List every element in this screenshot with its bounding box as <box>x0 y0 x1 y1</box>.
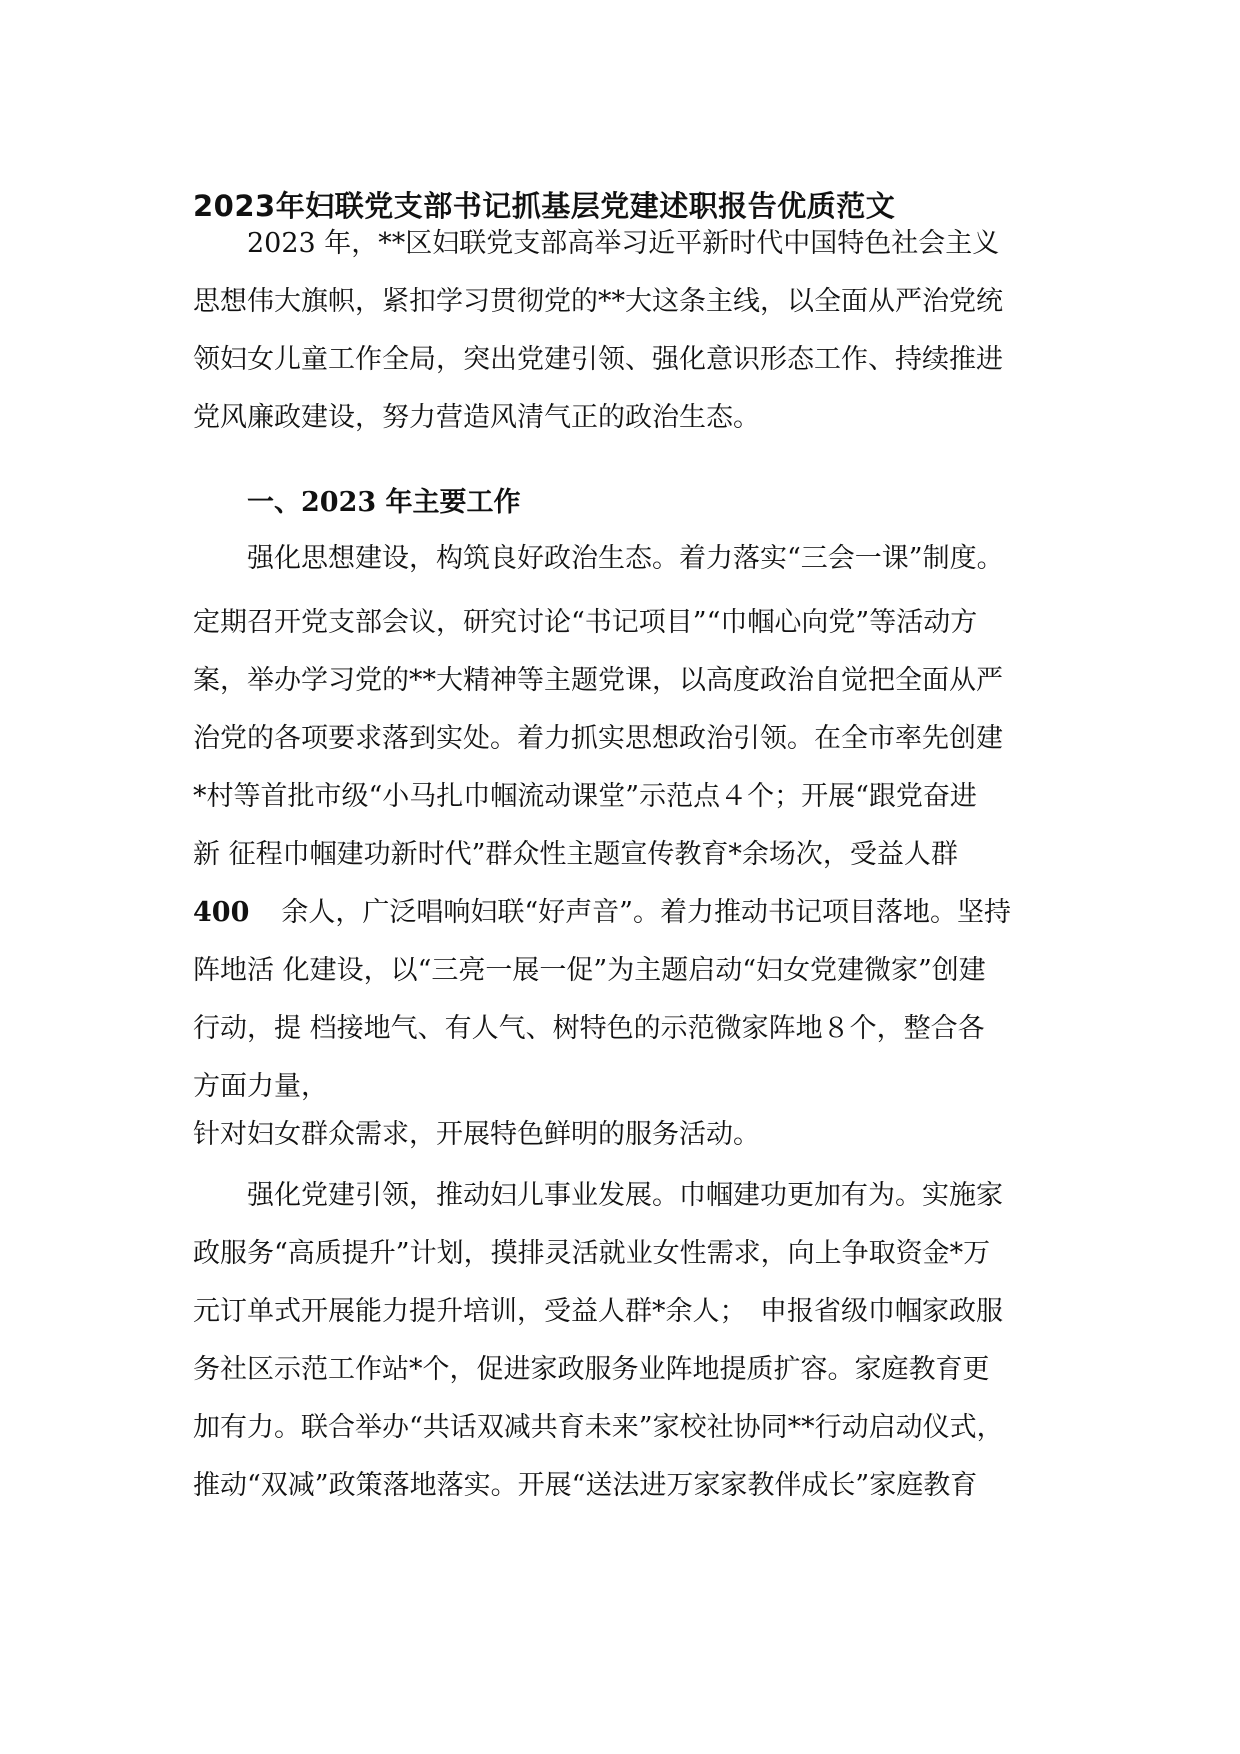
section1-line: 新 征程巾帼建功新时代”群众性主题宣传教育*余场次，受益人群 <box>193 839 958 870</box>
section2-line: 政服务“高质提升”计划，摸排灵活就业女性需求，向上争取资金*万 <box>193 1238 991 1269</box>
document-title: 2023年妇联党支部书记抓基层党建述职报告优质范文 <box>193 189 896 223</box>
intro-line: 2023 年，**区妇联党支部高举习近平新时代中国特色社会主义 <box>247 228 1000 259</box>
section1-line-rest: 余人，广泛唱响妇联“好声音”。着力推动书记项目落地。坚持 <box>281 897 1011 928</box>
beneficiary-count: 400 <box>193 897 250 928</box>
section1-paragraph-a <box>193 530 1053 588</box>
section1-line: 针对妇女群众需求，开展特色鲜明的服务活动。 <box>193 1119 760 1150</box>
section1-line: 阵地活 化建设，以“三亮一展一促”为主题启动“妇女党建微家”创建 <box>193 955 986 986</box>
section1-line: 治党的各项要求落到实处。着力抓实思想政治引领。在全市率先创建 <box>193 723 1003 754</box>
section1-line: 行动，提 档接地气、有人气、树特色的示范微家阵地８个，整合各 <box>193 1013 985 1044</box>
section1-line: *村等首批市级“小马扎巾帼流动课堂”示范点４个；开展“跟党奋进 <box>193 781 977 812</box>
section2-paragraph <box>193 1167 1053 1515</box>
intro-line: 领妇女儿童工作全局，突出党建引领、强化意识形态工作、持续推进 <box>193 344 1003 375</box>
section2-line: 加有力。联合举办“共话双减共育未来”家校社协同**行动启动仪式， <box>193 1412 1004 1443</box>
intro-paragraph <box>193 215 1053 447</box>
section1-line-numbered <box>193 884 1053 942</box>
section1-line: 案，举办学习党的**大精神等主题党课，以高度政治自觉把全面从严 <box>193 665 1003 696</box>
section1-paragraph-b <box>193 594 1053 1164</box>
section2-line: 务社区示范工作站*个，促进家政服务业阵地提质扩容。家庭教育更 <box>193 1354 990 1385</box>
intro-line: 思想伟大旗帜，紧扣学习贯彻党的**大这条主线，以全面从严治党统 <box>193 286 1003 317</box>
section2-line: 强化党建引领，推动妇儿事业发展。巾帼建功更加有为。实施家 <box>247 1180 1003 1211</box>
section-heading: 一、2023 年主要工作 <box>247 487 521 518</box>
section1-line: 强化思想建设，构筑良好政治生态。着力落实“三会一课”制度。 <box>247 543 1004 574</box>
section2-line: 推动“双减”政策落地落实。开展“送法进万家家教伴成长”家庭教育 <box>193 1470 978 1501</box>
section2-line: 元订单式开展能力提升培训，受益人群*余人； 申报省级巾帼家政服 <box>193 1296 1003 1327</box>
section1-line: 方面力量， <box>193 1071 328 1102</box>
intro-line: 党风廉政建设，努力营造风清气正的政治生态。 <box>193 402 760 433</box>
section1-line: 定期召开党支部会议，研究讨论“书记项目”“巾帼心向党”等活动方 <box>193 607 978 638</box>
